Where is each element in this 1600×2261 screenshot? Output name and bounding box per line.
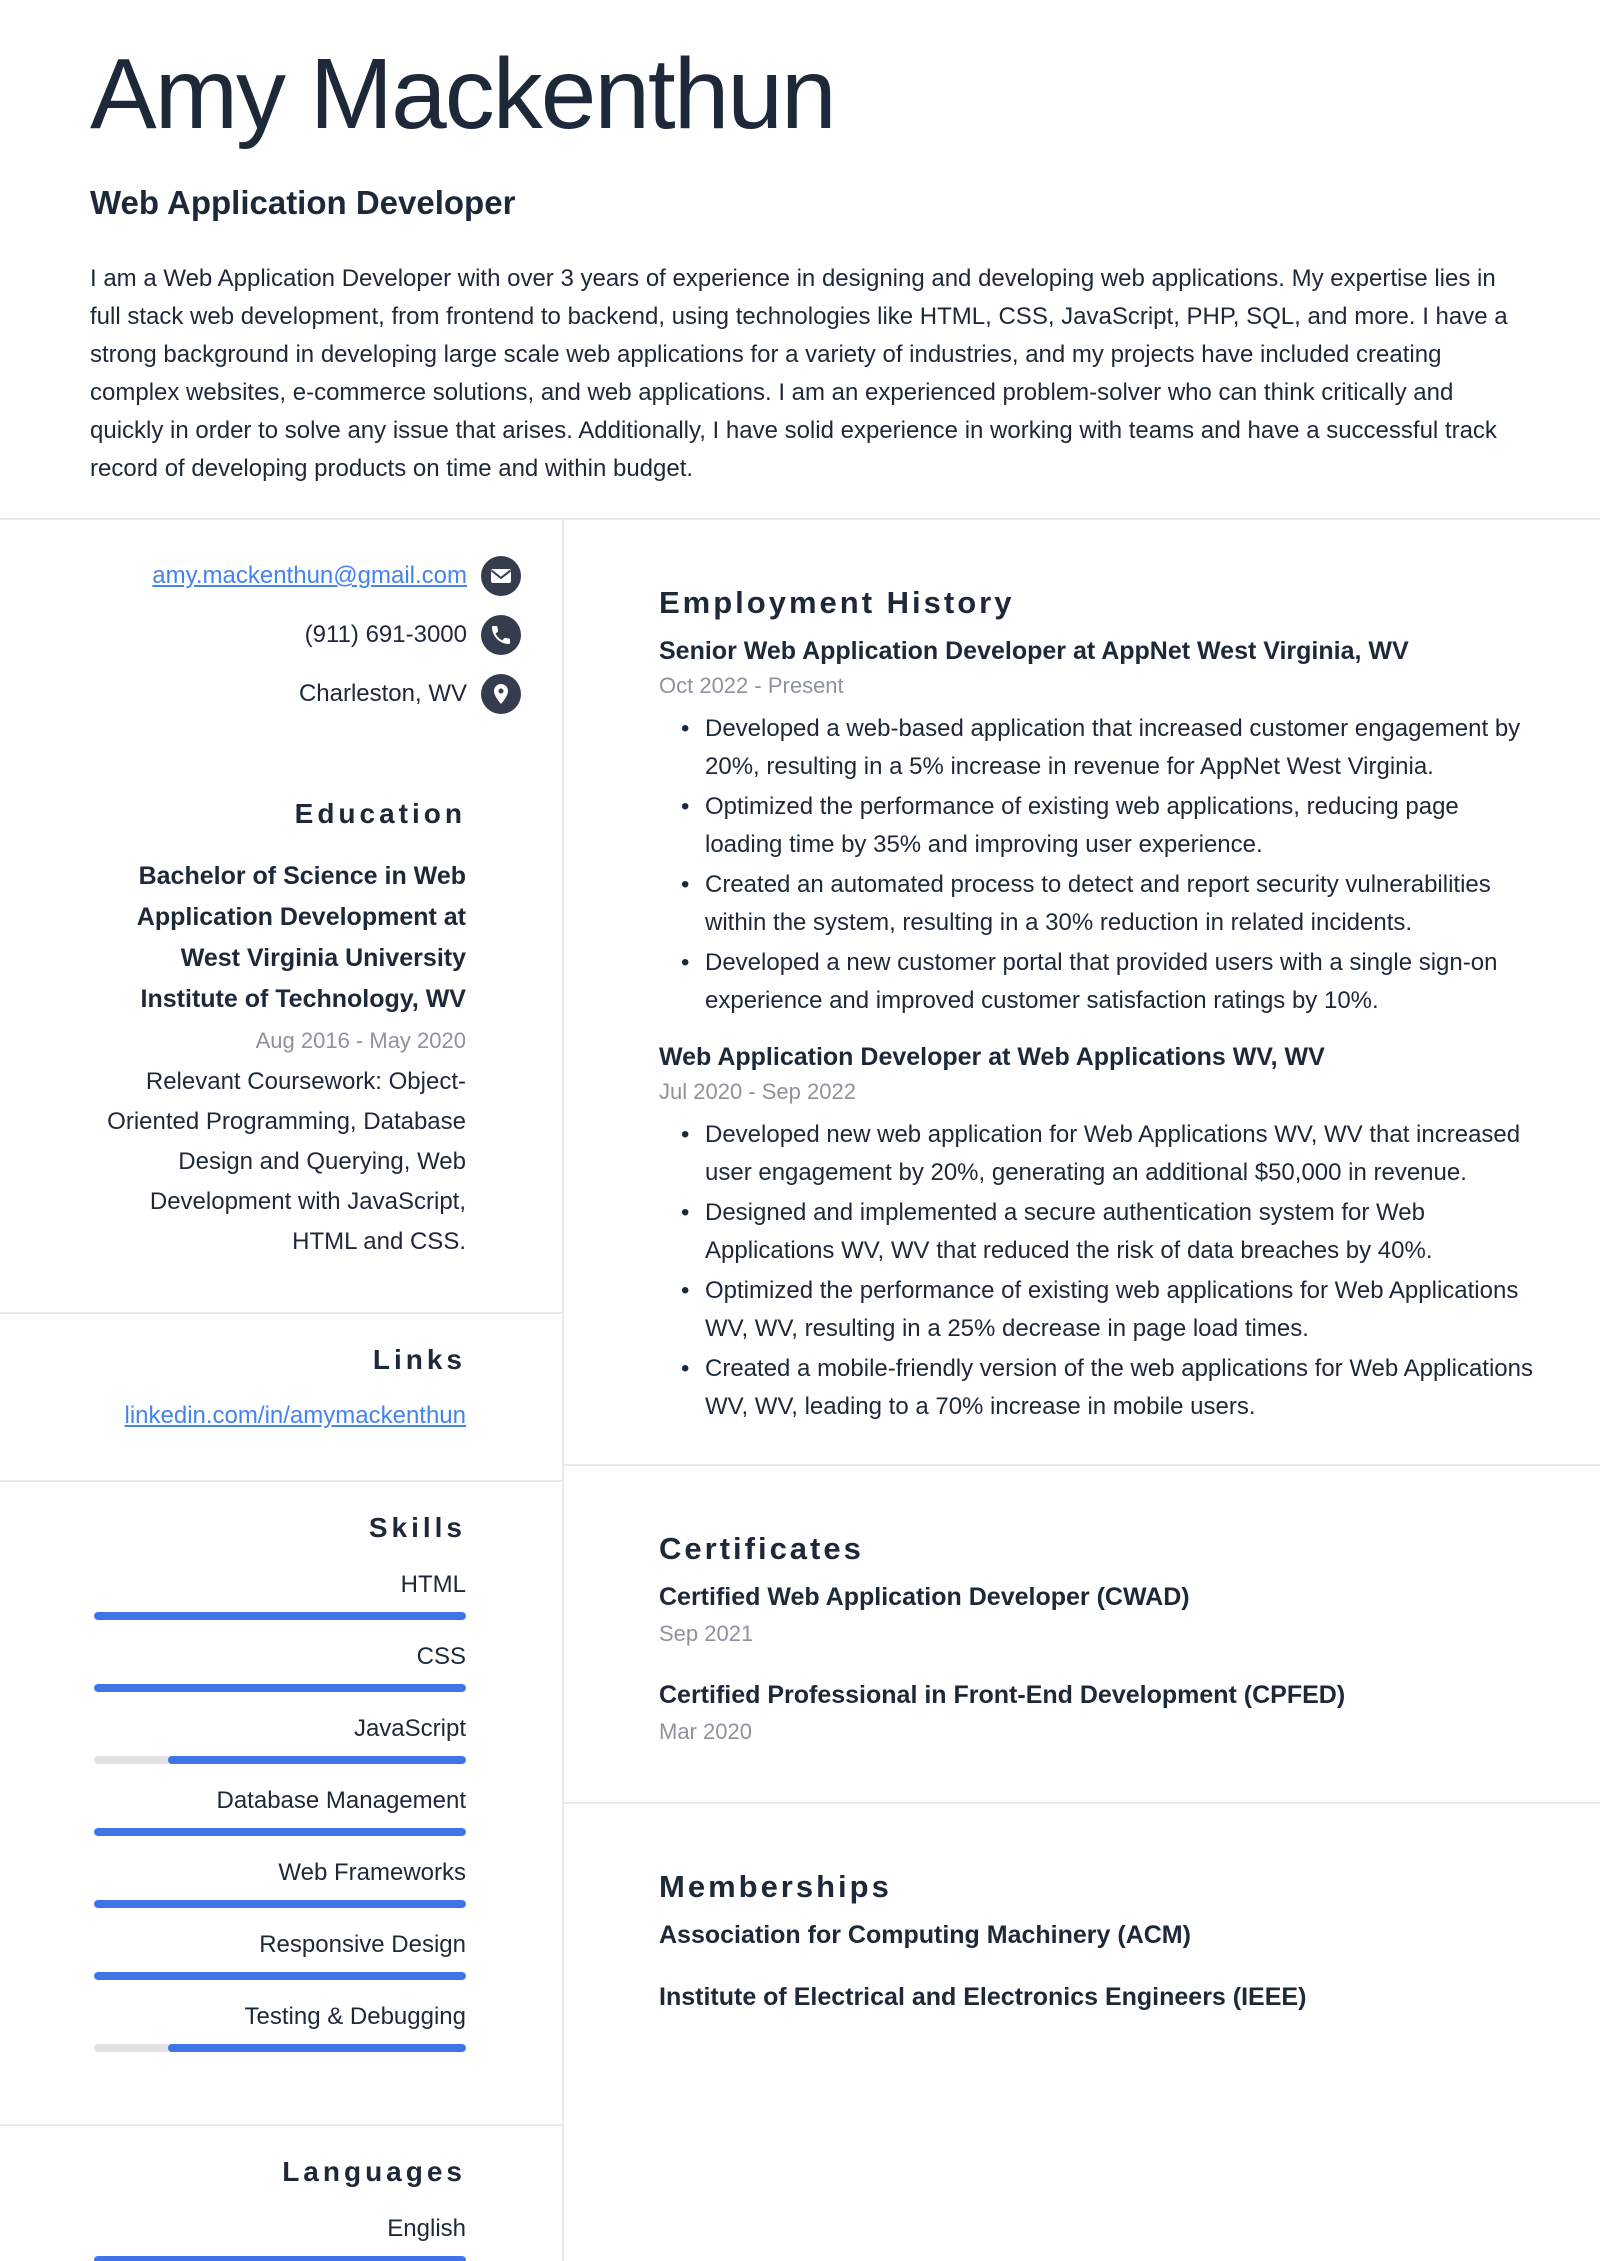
job-bullet: • Developed a new customer portal that provided users with a single sign-on experience and improved customer satisfaction ratings by 10%. (659, 944, 1540, 1020)
education-degree: Bachelor of Science in Web Application Development at West Virginia University Institute of Technology, WV (136, 862, 466, 1013)
job-bullet: • Created an automated process to detect and report security vulnerabilities within the system, resulting in a 30% reduction in related incidents. (659, 866, 1540, 942)
job-entry-1 (659, 634, 1540, 1020)
skill-bar-fill (94, 1900, 466, 1908)
certificates-section (564, 1464, 1600, 1802)
job-bullet: • Optimized the performance of existing web applications, reducing page loading time by 35% and improving user experience. (659, 788, 1540, 864)
certificate-title: Certified Professional in Front-End Development (CPFED) (659, 1681, 1346, 1709)
profile-summary: I am a Web Application Developer with over 3 years of experience in designing and developing web applications. My expertise lies in full stack web development, from frontend to backend, using technologies like HTML, CSS, JavaScript, PHP, SQL, and more. I have a strong background in developing large scale web applications for a variety of industries, and my projects have included creating complex websites, e-commerce solutions, and web applications. I am an experienced problem-solver who can think critically and quickly in order to solve any issue that arises. Additionally, I have solid experience in working with teams and have a successful track record of developing products on time and within budget. (90, 265, 1508, 482)
language-bar-fill (94, 2256, 466, 2261)
skill-label: HTML (400, 1571, 466, 1598)
job-bullet: • Created a mobile-friendly version of the web applications for Web Applications WV, WV, leading to a 70% increase in mobile users. (659, 1350, 1540, 1426)
person-job-title: Web Application Developer (90, 184, 516, 221)
skill-label: JavaScript (353, 1715, 466, 1742)
job-bullet: • Developed new web application for Web Applications WV, WV that increased user engagement by 20%, generating an additional $50,000 in revenue. (659, 1116, 1540, 1192)
skill-bar-track (94, 1612, 466, 1620)
contact-row-location (94, 672, 521, 716)
employment-section (564, 520, 1600, 1464)
memberships-heading: Memberships (659, 1869, 892, 1904)
person-name: Amy Mackenthun (90, 38, 835, 150)
links-section (0, 1312, 562, 1480)
job-date: Jul 2020 - Sep 2022 (659, 1079, 856, 1104)
skill-label: CSS (416, 1643, 466, 1670)
skill-label: Responsive Design (259, 1931, 466, 1958)
skills-section (0, 1480, 562, 2124)
languages-section (0, 2124, 562, 2261)
language-item-english (94, 2214, 466, 2261)
linkedin-link[interactable]: linkedin.com/in/amymackenthun (124, 1402, 466, 1429)
skill-bar-track (94, 1684, 466, 1692)
skill-item-testing-debugging (94, 2002, 466, 2052)
employment-heading: Employment History (659, 585, 1015, 620)
skill-bar-fill (94, 1612, 466, 1620)
skill-bar-track (94, 1900, 466, 1908)
job-entry-2 (659, 1040, 1540, 1426)
skill-bar-track (94, 1972, 466, 1980)
skill-label: Testing & Debugging (244, 2003, 466, 2030)
links-heading: Links (372, 1344, 466, 1375)
language-bar-track (94, 2256, 466, 2261)
skill-item-css (94, 1642, 466, 1692)
certificate-date: Sep 2021 (659, 1621, 754, 1646)
skill-bar-fill (94, 1684, 466, 1692)
skill-item-database-management (94, 1786, 466, 1836)
envelope-icon (481, 556, 521, 596)
education-section (0, 768, 562, 1312)
certificate-entry-2 (659, 1678, 1540, 1746)
job-title: Senior Web Application Developer at AppNet West Virginia, WV (659, 637, 1409, 665)
contact-row-email (94, 554, 521, 598)
phone-icon (481, 615, 521, 655)
certificate-title: Certified Web Application Developer (CWAD) (659, 1583, 1190, 1611)
skill-item-html (94, 1570, 466, 1620)
job-bullet: • Developed a web-based application that increased customer engagement by 20%, resulting in a 5% increase in revenue for AppNet West Virginia. (659, 710, 1540, 786)
skill-bar-track (94, 1828, 466, 1836)
skill-bar-fill (94, 1972, 466, 1980)
job-bullet-list (659, 710, 1540, 1020)
contact-row-phone (94, 613, 521, 657)
languages-heading: Languages (282, 2156, 466, 2187)
resume-header (0, 0, 1600, 518)
education-coursework: Relevant Coursework: Object-Oriented Programming, Database Design and Querying, Web Development with JavaScript, HTML and CSS. (107, 1068, 466, 1255)
skill-bar-track (94, 2044, 466, 2052)
job-bullet-list (659, 1116, 1540, 1426)
skill-bar-fill (94, 1828, 466, 1836)
membership-entry-2: Institute of Electrical and Electronics Engineers (IEEE) (659, 1983, 1307, 2011)
certificate-entry-1 (659, 1580, 1540, 1648)
phone-number: (911) 691-3000 (304, 621, 467, 648)
memberships-section (564, 1802, 1600, 2102)
job-title: Web Application Developer at Web Applications WV, WV (659, 1043, 1325, 1071)
skill-item-responsive-design (94, 1930, 466, 1980)
sidebar (0, 520, 564, 2261)
skill-bar-track (94, 1756, 466, 1764)
skills-heading: Skills (368, 1512, 466, 1543)
skill-bar-fill (168, 1756, 466, 1764)
main-column (564, 520, 1600, 2261)
skill-item-web-frameworks (94, 1858, 466, 1908)
skill-label: Web Frameworks (278, 1859, 466, 1886)
skill-item-javascript (94, 1714, 466, 1764)
education-date: Aug 2016 - May 2020 (255, 1028, 466, 1053)
skill-bar-fill (168, 2044, 466, 2052)
language-label: English (387, 2215, 466, 2242)
skill-label: Database Management (216, 1787, 466, 1814)
location-text: Charleston, WV (298, 680, 467, 707)
email-link[interactable]: amy.mackenthun@gmail.com (152, 562, 467, 589)
map-pin-icon (481, 674, 521, 714)
education-heading: Education (294, 798, 466, 829)
membership-entry-1: Association for Computing Machinery (ACM) (659, 1921, 1191, 1949)
job-bullet: • Designed and implemented a secure authentication system for Web Applications WV, WV that reduced the risk of data breaches by 40%. (659, 1194, 1540, 1270)
certificate-date: Mar 2020 (659, 1719, 752, 1744)
resume-body (0, 518, 1600, 2261)
contact-section (0, 520, 562, 768)
job-date: Oct 2022 - Present (659, 673, 844, 698)
job-bullet: • Optimized the performance of existing web applications for Web Applications WV, WV, resulting in a 25% decrease in page load times. (659, 1272, 1540, 1348)
certificates-heading: Certificates (659, 1531, 864, 1566)
